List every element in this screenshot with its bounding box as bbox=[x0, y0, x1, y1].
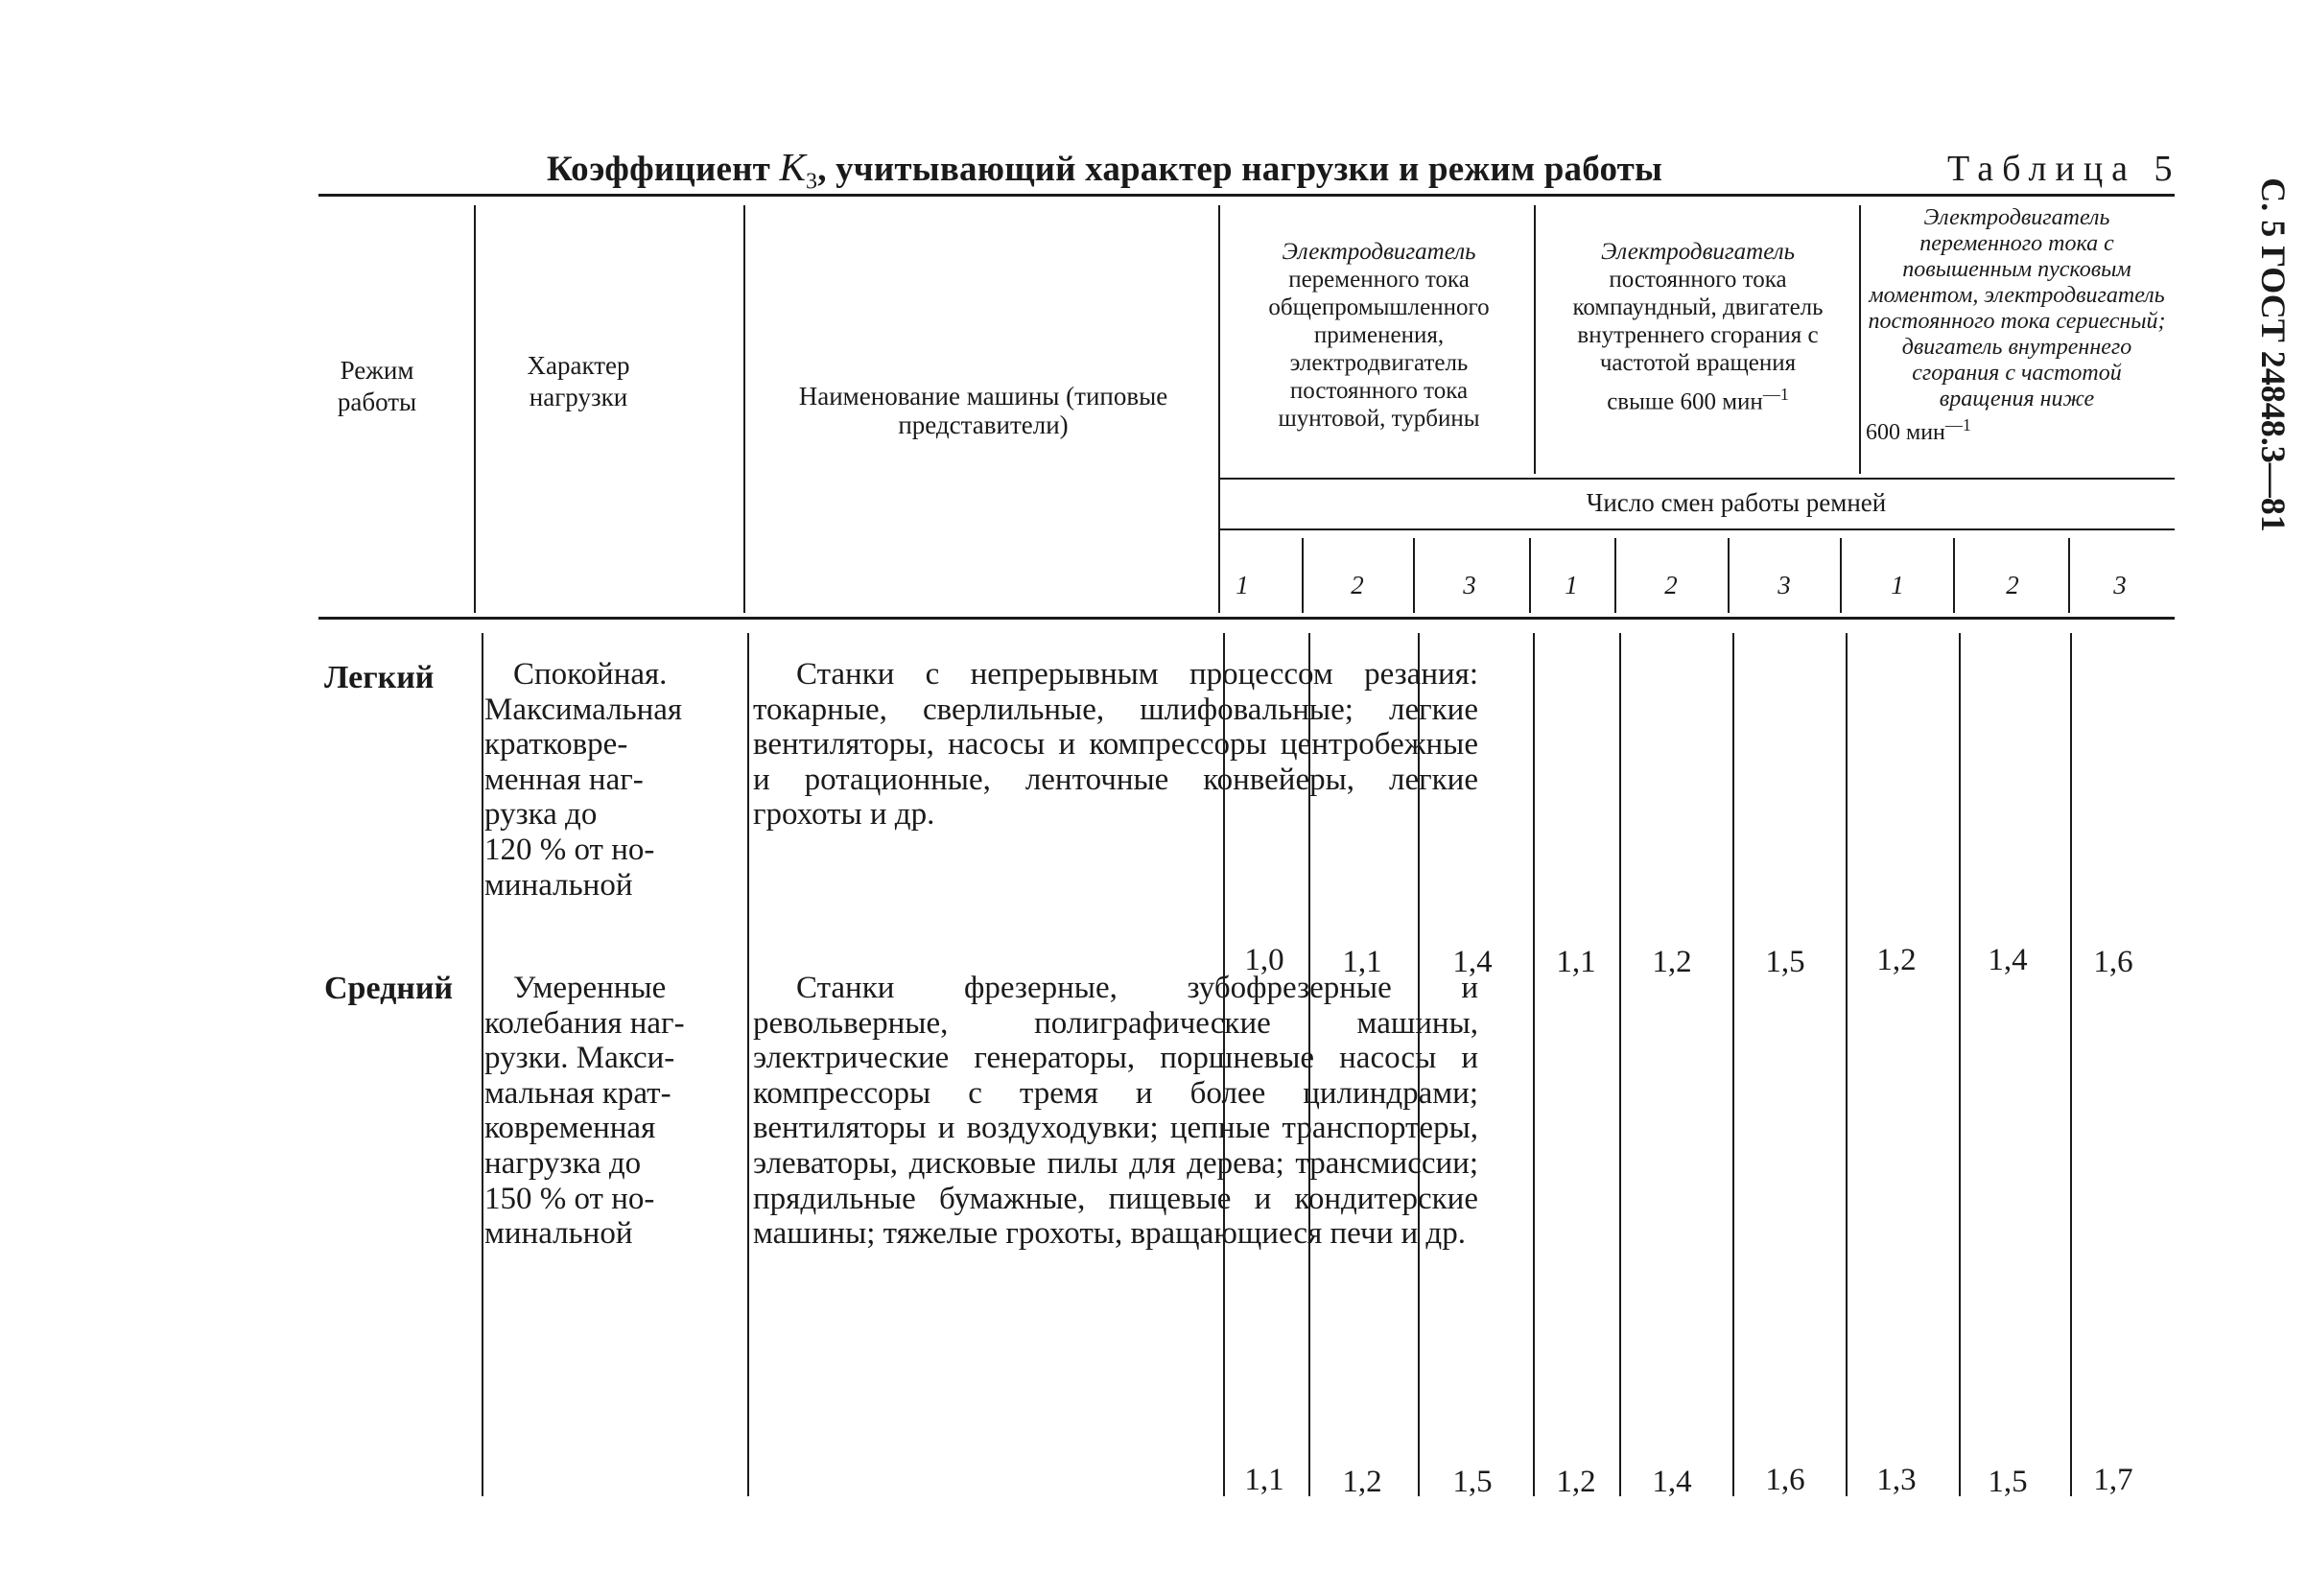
col-divider bbox=[482, 633, 483, 1496]
load-line: кратковре- bbox=[484, 727, 628, 763]
row-2-value: 1,1 bbox=[1244, 1463, 1284, 1497]
col-divider bbox=[1959, 633, 1961, 1496]
group-rule bbox=[1220, 478, 2175, 480]
row-1-value: 1,1 bbox=[1556, 945, 1596, 979]
top-rule bbox=[318, 194, 2175, 197]
side-label bbox=[2249, 163, 2297, 547]
row-2-mode: Средний bbox=[324, 971, 454, 1006]
col-divider bbox=[1413, 538, 1415, 613]
title-suffix: , учитывающий характер нагрузки и режим работы bbox=[817, 150, 1663, 189]
shift-number: 1 bbox=[1236, 571, 1249, 599]
col-divider bbox=[1534, 205, 1536, 474]
col-divider bbox=[1732, 633, 1734, 1496]
col-divider bbox=[2068, 538, 2070, 613]
col-divider bbox=[1302, 538, 1304, 613]
load-line: ковременная bbox=[484, 1111, 656, 1146]
load-line: рузка до bbox=[484, 797, 598, 833]
load-line: Максимальная bbox=[484, 692, 683, 727]
side-label-text: С. 5 ГОСТ 24848.3—81 bbox=[2254, 177, 2293, 532]
row-2-value: 1,6 bbox=[1765, 1463, 1805, 1497]
table-number: Таблица 5 bbox=[1947, 149, 2181, 189]
shift-number: 2 bbox=[1351, 571, 1364, 599]
col-divider bbox=[1218, 205, 1220, 613]
shifts-label: Число смен работы ремней bbox=[1586, 488, 1887, 517]
load-line: 120 % от но- bbox=[484, 832, 655, 867]
header-group-3 bbox=[1866, 205, 2168, 446]
row-2-value: 1,4 bbox=[1652, 1465, 1692, 1499]
col-divider bbox=[1728, 538, 1730, 613]
load-line: Спокойная. bbox=[513, 657, 668, 692]
load-line: 150 % от но- bbox=[484, 1181, 655, 1216]
title-symbol: K bbox=[779, 145, 806, 189]
row-1-value: 1,4 bbox=[1988, 943, 2028, 977]
shift-number: 2 bbox=[1664, 571, 1678, 599]
row-1-value: 1,1 bbox=[1342, 945, 1382, 979]
col-divider bbox=[2070, 633, 2072, 1496]
group-2-title: Электродвигатель bbox=[1601, 239, 1795, 265]
group-2-rpm-exp: —1 bbox=[1762, 385, 1789, 404]
col-divider bbox=[743, 205, 745, 613]
row-1-value: 1,0 bbox=[1244, 943, 1284, 977]
title-subscript: 3 bbox=[805, 169, 818, 195]
header-group-1 bbox=[1237, 238, 1520, 433]
load-line: рузки. Макси- bbox=[484, 1041, 675, 1076]
load-line: колебания наг- bbox=[484, 1005, 685, 1041]
row-2-value: 1,5 bbox=[1988, 1465, 2028, 1499]
row-2-machines bbox=[753, 971, 1478, 1252]
shift-number: 1 bbox=[1891, 571, 1904, 599]
col-divider bbox=[474, 205, 476, 613]
col-divider bbox=[1953, 538, 1955, 613]
shift-number: 2 bbox=[2006, 571, 2019, 599]
row-2-machines-text: Станки фрезерные, зубофрезерные и револьверные, полиграфические машины, электрические генераторы, поршневые насосы и компрессоры с тремя и более цилиндрами; вентиляторы и воздуходувки; цепные транспортеры, элеваторы, дисковые пилы для дерева; трансмиссии; прядильные бумажные, пищевые и кондитерские машины; тяжелые грохоты, вращающиеся печи и др. bbox=[753, 971, 1478, 1252]
shift-rule bbox=[1220, 528, 2175, 530]
load-line: нагрузка до bbox=[484, 1145, 642, 1181]
row-1-value: 1,5 bbox=[1765, 945, 1805, 979]
col-divider bbox=[1846, 633, 1848, 1496]
load-line: минальной bbox=[484, 867, 633, 903]
row-1-value: 1,2 bbox=[1876, 943, 1917, 977]
shift-number: 1 bbox=[1565, 571, 1578, 599]
row-2-value: 1,3 bbox=[1876, 1463, 1917, 1497]
shift-number: 3 bbox=[1463, 571, 1476, 599]
row-1-machines bbox=[753, 657, 1478, 833]
title-prefix: Коэффициент bbox=[547, 150, 770, 189]
table-title bbox=[547, 144, 1662, 195]
row-2-value: 1,2 bbox=[1342, 1465, 1382, 1499]
header-mode: Режим работы bbox=[337, 356, 417, 416]
group-1-text: переменного тока общепромышленного применения, электродвигатель постоянного тока шунтовой, турбины bbox=[1268, 267, 1490, 432]
header-bottom-rule bbox=[318, 617, 2175, 620]
group-3-text: Электродвигатель переменного тока с повышенным пусковым моментом, электродвигатель постоянного тока сериесный; двигатель внутреннего сгорания с частотой вращения ниже bbox=[1868, 205, 2166, 411]
col-divider bbox=[1619, 633, 1621, 1496]
load-line: Умеренные bbox=[513, 971, 667, 1005]
load-line: менная наг- bbox=[484, 762, 644, 797]
load-line: мальная крат- bbox=[484, 1075, 671, 1111]
col-divider bbox=[1859, 205, 1861, 474]
group-2-rpm bbox=[1554, 381, 1842, 415]
row-1-load bbox=[484, 657, 736, 903]
shift-number: 3 bbox=[1777, 571, 1791, 599]
col-divider bbox=[1529, 538, 1531, 613]
row-2-value: 1,5 bbox=[1452, 1465, 1493, 1499]
header-machine: Наименование машины (типовые представители) bbox=[798, 382, 1168, 439]
row-2-load bbox=[484, 971, 736, 1252]
row-1-value: 1,6 bbox=[2093, 945, 2133, 979]
group-3-rpm-text: 600 мин bbox=[1866, 420, 1945, 445]
load-line: минальной bbox=[484, 1216, 633, 1252]
row-1-mode: Легкий bbox=[324, 660, 435, 695]
header-load: Характер нагрузки bbox=[527, 351, 630, 411]
group-2-rpm-text: свыше 600 мин bbox=[1607, 388, 1763, 415]
row-1-value: 1,2 bbox=[1652, 945, 1692, 979]
col-divider bbox=[1533, 633, 1535, 1496]
col-divider bbox=[747, 633, 749, 1496]
group-3-rpm bbox=[1866, 412, 2168, 446]
group-1-title: Электродвигатель bbox=[1282, 239, 1476, 265]
col-divider bbox=[1614, 538, 1616, 613]
row-2-value: 1,7 bbox=[2093, 1463, 2133, 1497]
row-1-machines-text: Станки с непрерывным процессом резания: токарные, сверлильные, шлифовальные; легкие вентиляторы, насосы и компрессоры центробежные и ротационные, ленточные конвейеры, легкие грохоты и др. bbox=[753, 657, 1478, 833]
col-divider bbox=[1840, 538, 1842, 613]
row-1-value: 1,4 bbox=[1452, 945, 1493, 979]
shift-number: 3 bbox=[2113, 571, 2127, 599]
header-group-2 bbox=[1554, 238, 1842, 415]
row-2-value: 1,2 bbox=[1556, 1465, 1596, 1499]
group-3-rpm-exp: —1 bbox=[1944, 415, 1971, 434]
group-2-text: постоянного тока компаундный, двигатель внутреннего сгорания с частотой вращения bbox=[1572, 267, 1824, 376]
